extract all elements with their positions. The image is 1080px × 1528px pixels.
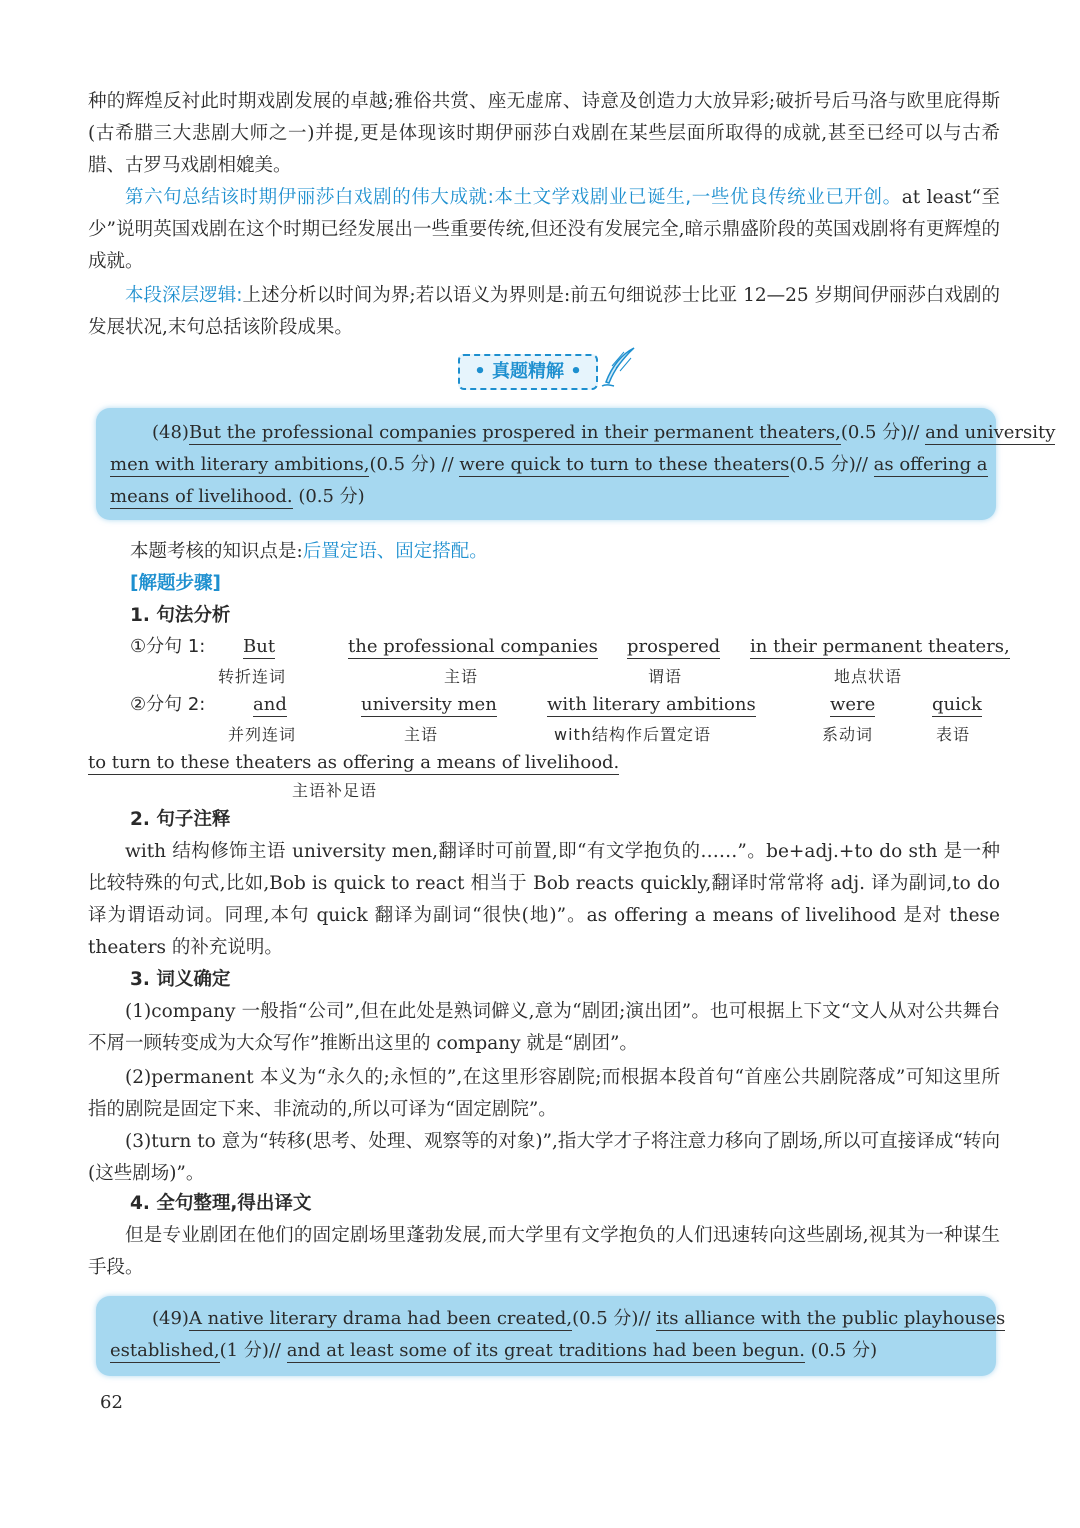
knowledge-point [130, 536, 1000, 568]
q49-line-1 [152, 1304, 1005, 1334]
sixth-sentence-rest: at least“至少”说明英国戏剧在这个时期已经发展出一些重要传统,但还没有发展完全,暗示鼎盛阶段的英国戏剧将有更辉煌的成就。 [88, 187, 1000, 272]
q48-score-2: (0.5 分) // [369, 454, 460, 475]
clause-1-label-3: 谓语 [648, 667, 683, 686]
q49-segment-3: and at least some of its great traditions had been begun. [286, 1340, 805, 1361]
sixth-sentence-paragraph [88, 182, 1000, 278]
deep-logic-lead: 本段深层逻辑: [125, 285, 243, 306]
q48-score-1: (0.5 分)// [840, 422, 926, 443]
quill-pen-icon [598, 346, 638, 388]
clause-2-marker: ②分句 2: [130, 694, 206, 715]
knowledge-lead: 本题考核的知识点是: [130, 541, 303, 562]
q48-score-3: (0.5 分)// [789, 454, 874, 475]
step-2-heading: 2. 句子注释 [130, 809, 231, 830]
q48-segment-2b: men with literary ambitions, [110, 454, 370, 475]
clause-2-part-5: quick [932, 694, 982, 715]
q49-segment-2b: established, [110, 1340, 220, 1361]
q48-line-1 [152, 418, 1055, 448]
clause-2-label-5: 表语 [936, 725, 971, 744]
step-1-heading: 1. 句法分析 [130, 605, 231, 626]
step-4-text: 但是专业剧团在他们的固定剧场里蓬勃发展,而大学里有文学抱负的人们迅速转向这些剧场,视其为一种谋生手段。 [88, 1225, 1000, 1278]
q49-score-1: (0.5 分)// [572, 1308, 657, 1329]
intro-paragraph: 种的辉煌反衬此时期戏剧发展的卓越;雅俗共赏、座无虚席、诗意及创造力大放异彩;破折号后马洛与欧里庇得斯(古希腊三大悲剧大师之一)并提,更是体现该时期伊丽莎白戏剧在某些层面所取得的成就,甚至已经可以与古希腊、古罗马戏剧相媲美。 [88, 91, 1000, 176]
section-banner: • 真题精解 • [458, 354, 598, 390]
steps-label-text: [解题步骤] [130, 573, 221, 594]
clause-2-part-1: and [253, 694, 287, 715]
q48-line-3 [110, 482, 365, 512]
clause-2-part-4: were [830, 694, 876, 715]
deep-logic-rest: 上述分析以时间为界;若以语义为界则是:前五句细说莎士比亚 12—25 岁期间伊丽莎白戏剧的发展状况,末句总括该阶段成果。 [88, 285, 1001, 338]
deep-logic-paragraph [88, 280, 1000, 344]
clause-2-label-4: 系动词 [822, 725, 874, 744]
q48-segment-4b: means of livelihood. [110, 486, 293, 507]
clause-1-label-2: 主语 [444, 667, 479, 686]
step-2-text: with 结构修饰主语 university men,翻译时可前置,即“有文学抱负的……”。be+adj.+to do sth 是一种比较特殊的句式,比如,Bob is quick to react 相当于 Bob reacts quickly,翻译时常常将 adj. 译为副词,to do 译为谓语动词。同理,本句 quick 翻译为副词“很快(地)”。as offering a means of livelihood 是对 these theaters 的补充说明。 [88, 841, 1000, 958]
q49-segment-1: A native literary drama had been created, [188, 1308, 573, 1329]
clause-1-label-1: 转折连词 [218, 667, 287, 686]
page-number: 62 [100, 1392, 123, 1413]
q48-segment-3: were quick to turn to these theaters [459, 454, 790, 475]
q48-segment-4a: as offering a [873, 454, 988, 475]
q49-score-2: (1 分)// [219, 1340, 287, 1361]
q48-segment-1: But the professional companies prospered in their permanent theaters, [188, 422, 841, 443]
q48-number: (48) [152, 422, 189, 443]
clause-2-part-3: with literary ambitions [547, 694, 756, 715]
q49-segment-2a: its alliance with the public playhouses [656, 1308, 1006, 1329]
clause-2-label-3: with结构作后置定语 [554, 725, 711, 744]
clause-1-part-4: in their permanent theaters, [750, 636, 1010, 657]
question-49-box [96, 1296, 1006, 1376]
sixth-sentence-lead: 第六句总结该时期伊丽莎白戏剧的伟大成就:本土文学戏剧业已诞生,一些优良传统业已开创。 [125, 187, 902, 208]
clause-2-label-2: 主语 [404, 725, 439, 744]
step-3-item-1: (1)company 一般指“公司”,但在此处是熟词僻义,意为“剧团;演出团”。也可根据上下文“文人从对公共舞台不屑一顾转变成为大众写作”推断出这里的 company 就是“剧团”。 [88, 1001, 1000, 1054]
steps-label [130, 568, 430, 600]
q49-line-2 [110, 1336, 877, 1366]
clause-2-tail: to turn to these theaters as offering a means of livelihood. [88, 752, 620, 773]
clause-1-part-1: But [243, 636, 276, 657]
clause-1-part-3: prospered [627, 636, 721, 657]
step-3-heading: 3. 词义确定 [130, 969, 231, 990]
step-3-item-2: (2)permanent 本义为“永久的;永恒的”,在这里形容剧院;而根据本段首句“首座公共剧院落成”可知这里所指的剧院是固定下来、非流动的,所以可译为“固定剧院”。 [88, 1067, 1000, 1120]
step-3-item-3: (3)turn to 意为“转移(思考、处理、观察等的对象)”,指大学才子将注意力移向了剧场,所以可直接译成“转向(这些剧场)”。 [88, 1131, 1000, 1184]
clause-2-tail-label: 主语补足语 [292, 781, 378, 800]
q49-score-3: (0.5 分) [805, 1340, 878, 1361]
q48-line-2 [110, 450, 988, 480]
q48-segment-2a: and university [925, 422, 1056, 443]
question-48-box [96, 408, 1056, 520]
clause-1-part-2: the professional companies [348, 636, 598, 657]
clause-2-label-1: 并列连词 [228, 725, 297, 744]
clause-1-label-4: 地点状语 [834, 667, 903, 686]
clause-1-marker: ①分句 1: [130, 636, 206, 657]
knowledge-points: 后置定语、固定搭配。 [302, 541, 488, 562]
q49-number: (49) [152, 1308, 189, 1329]
step-4-heading: 4. 全句整理,得出译文 [130, 1193, 312, 1214]
clause-2-part-2: university men [361, 694, 497, 715]
q48-score-4: (0.5 分) [292, 486, 365, 507]
